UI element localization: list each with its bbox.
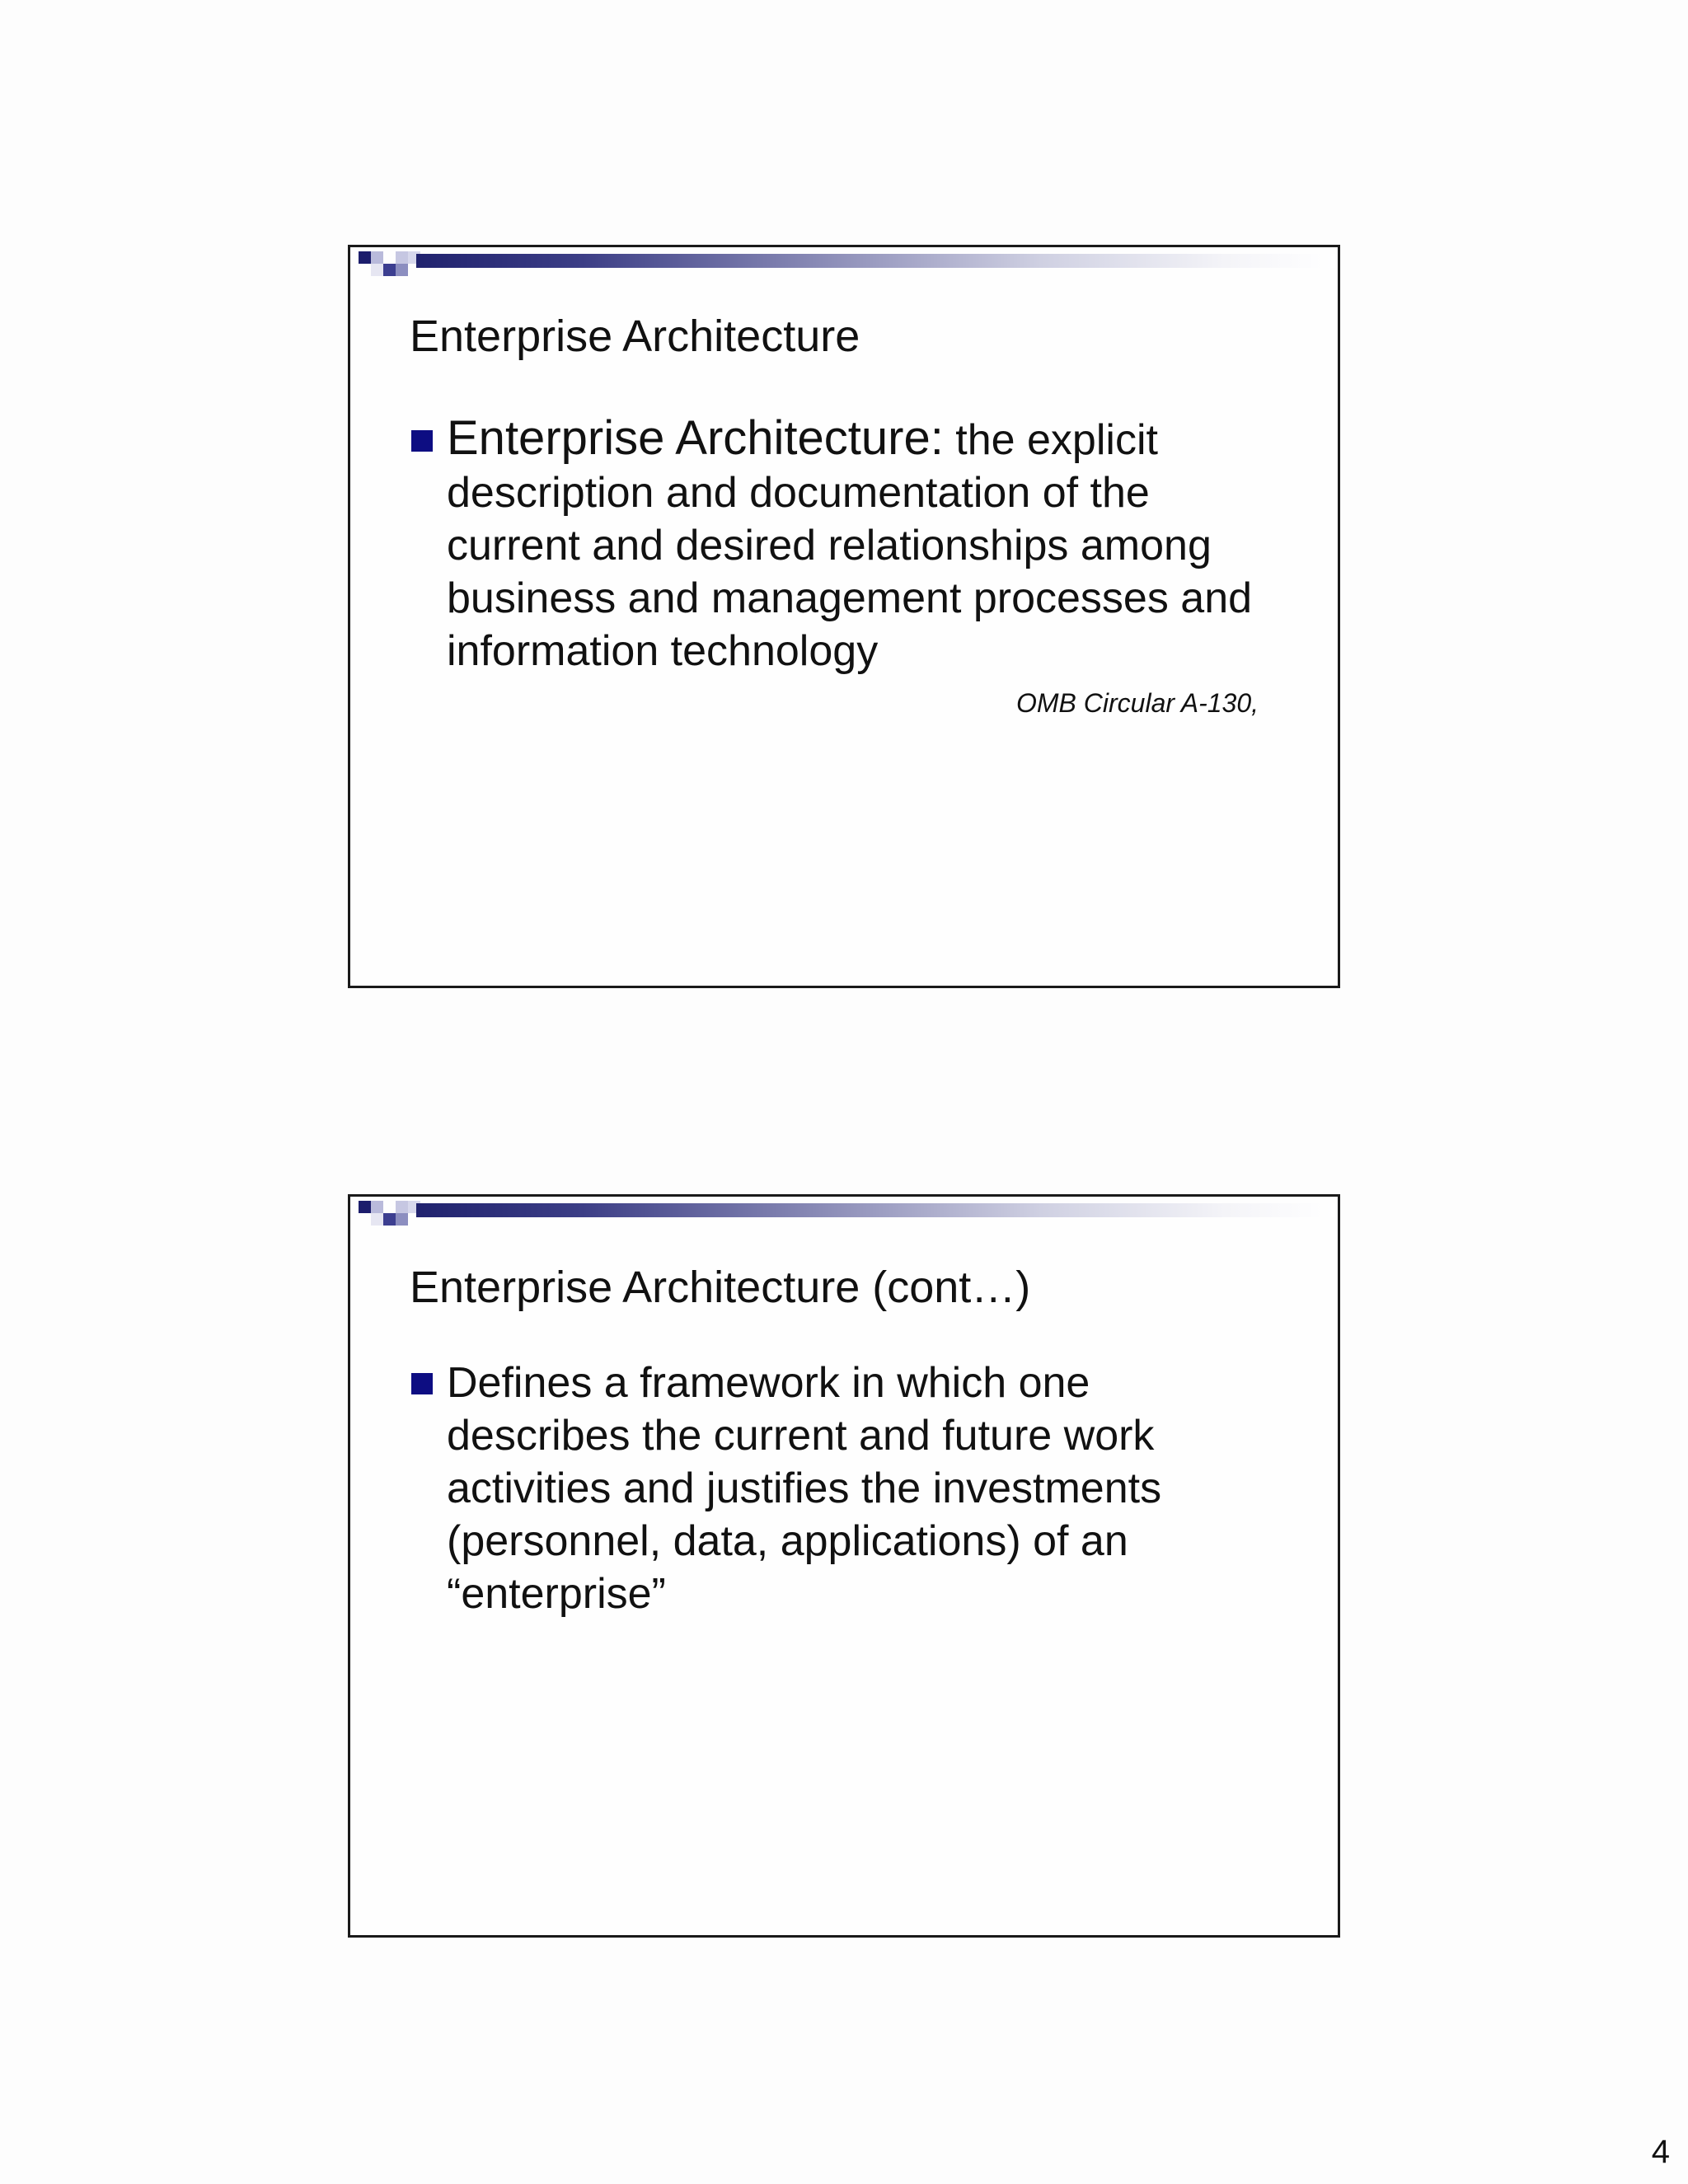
square-bullet-icon	[411, 1373, 433, 1394]
slide-title: Enterprise Architecture (cont…)	[410, 1263, 1031, 1312]
slide-title: Enterprise Architecture	[410, 312, 860, 361]
bullet-item	[410, 412, 1283, 677]
page-number: 4	[1651, 2134, 1670, 2170]
slide-header-decoration	[350, 1197, 1340, 1230]
slide-header-decoration	[350, 247, 1340, 280]
square-bullet-icon	[411, 430, 433, 452]
bullet-item	[410, 1357, 1283, 1620]
bullet-text: Defines a framework in which one describes the current and future work activities and justifies the investments (personnel, data, applications) of an “enterprise”	[447, 1359, 1162, 1618]
slide-1	[348, 245, 1340, 988]
definition-text: the explicit description and documentation of the current and desired relationships among business and management processes and information technology	[447, 416, 1253, 675]
defined-term: Enterprise Architecture:	[447, 411, 944, 465]
bullet-text	[447, 412, 1283, 677]
citation: OMB Circular A-130,	[1016, 688, 1259, 718]
slide-2	[348, 1194, 1340, 1938]
